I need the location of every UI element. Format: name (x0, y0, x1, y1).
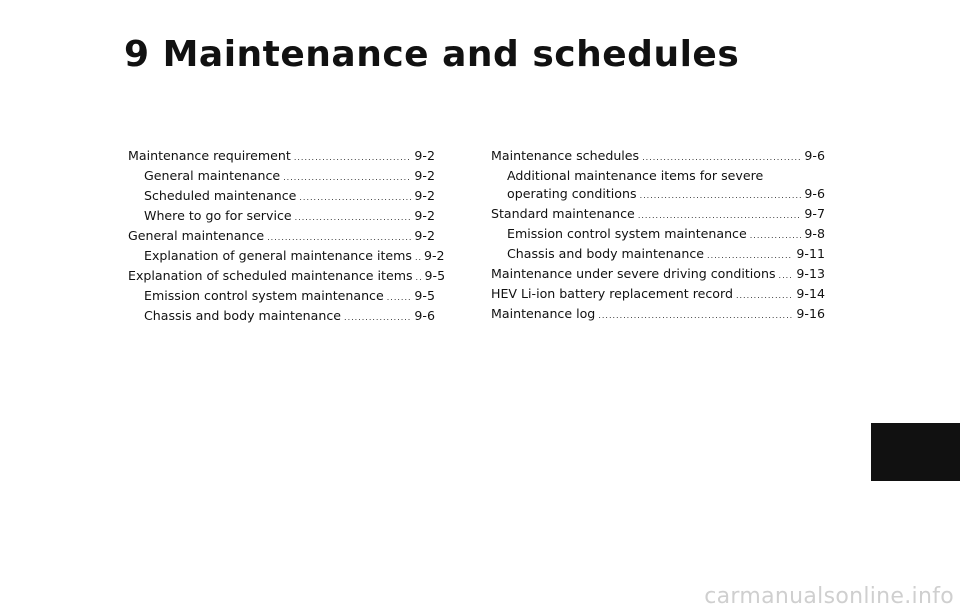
toc-entry[interactable]: Chassis and body maintenance ..... 9-11 (491, 245, 825, 265)
toc-entry[interactable]: Maintenance requirement ..... 9-2 (128, 147, 435, 167)
toc-left-column (128, 147, 446, 327)
toc-entry[interactable]: Emission control system maintenance ..... 9-5 (128, 287, 435, 307)
toc-entry-page: 9-6 (804, 186, 825, 201)
toc-entry[interactable]: Maintenance log ..... 9-16 (491, 305, 825, 325)
watermark: carmanualsonline.info (704, 584, 954, 609)
toc-right-column (491, 147, 825, 325)
toc-entry[interactable]: HEV Li-ion battery replacement record ..... 9-14 (491, 285, 825, 305)
toc-entry[interactable]: General maintenance ..... 9-2 (128, 167, 435, 187)
toc-entry[interactable] (491, 167, 825, 205)
chapter-tab (871, 423, 960, 481)
toc-entry[interactable]: Explanation of scheduled maintenance items ..... 9-5 (128, 267, 435, 287)
toc-entry[interactable]: Where to go for service ..... 9-2 (128, 207, 435, 227)
toc-entry[interactable]: Scheduled maintenance ..... 9-2 (128, 187, 435, 207)
chapter-title: 9 Maintenance and schedules (124, 34, 740, 75)
toc-entry-line1: Additional maintenance items for severe (507, 168, 764, 183)
toc-entry[interactable]: Chassis and body maintenance ..... 9-6 (128, 307, 435, 327)
toc-entry-line2: operating conditions (507, 186, 637, 201)
toc-entry[interactable]: Emission control system maintenance ..... 9-8 (491, 225, 825, 245)
toc-entry[interactable]: Maintenance under severe driving conditions ..... 9-13 (491, 265, 825, 285)
toc-entry[interactable]: General maintenance ..... 9-2 (128, 227, 435, 247)
toc-entry[interactable]: Maintenance schedules ..... 9-6 (491, 147, 825, 167)
toc-entry[interactable]: Explanation of general maintenance items ..... 9-2 (128, 247, 435, 267)
toc-entry[interactable]: Standard maintenance ..... 9-7 (491, 205, 825, 225)
